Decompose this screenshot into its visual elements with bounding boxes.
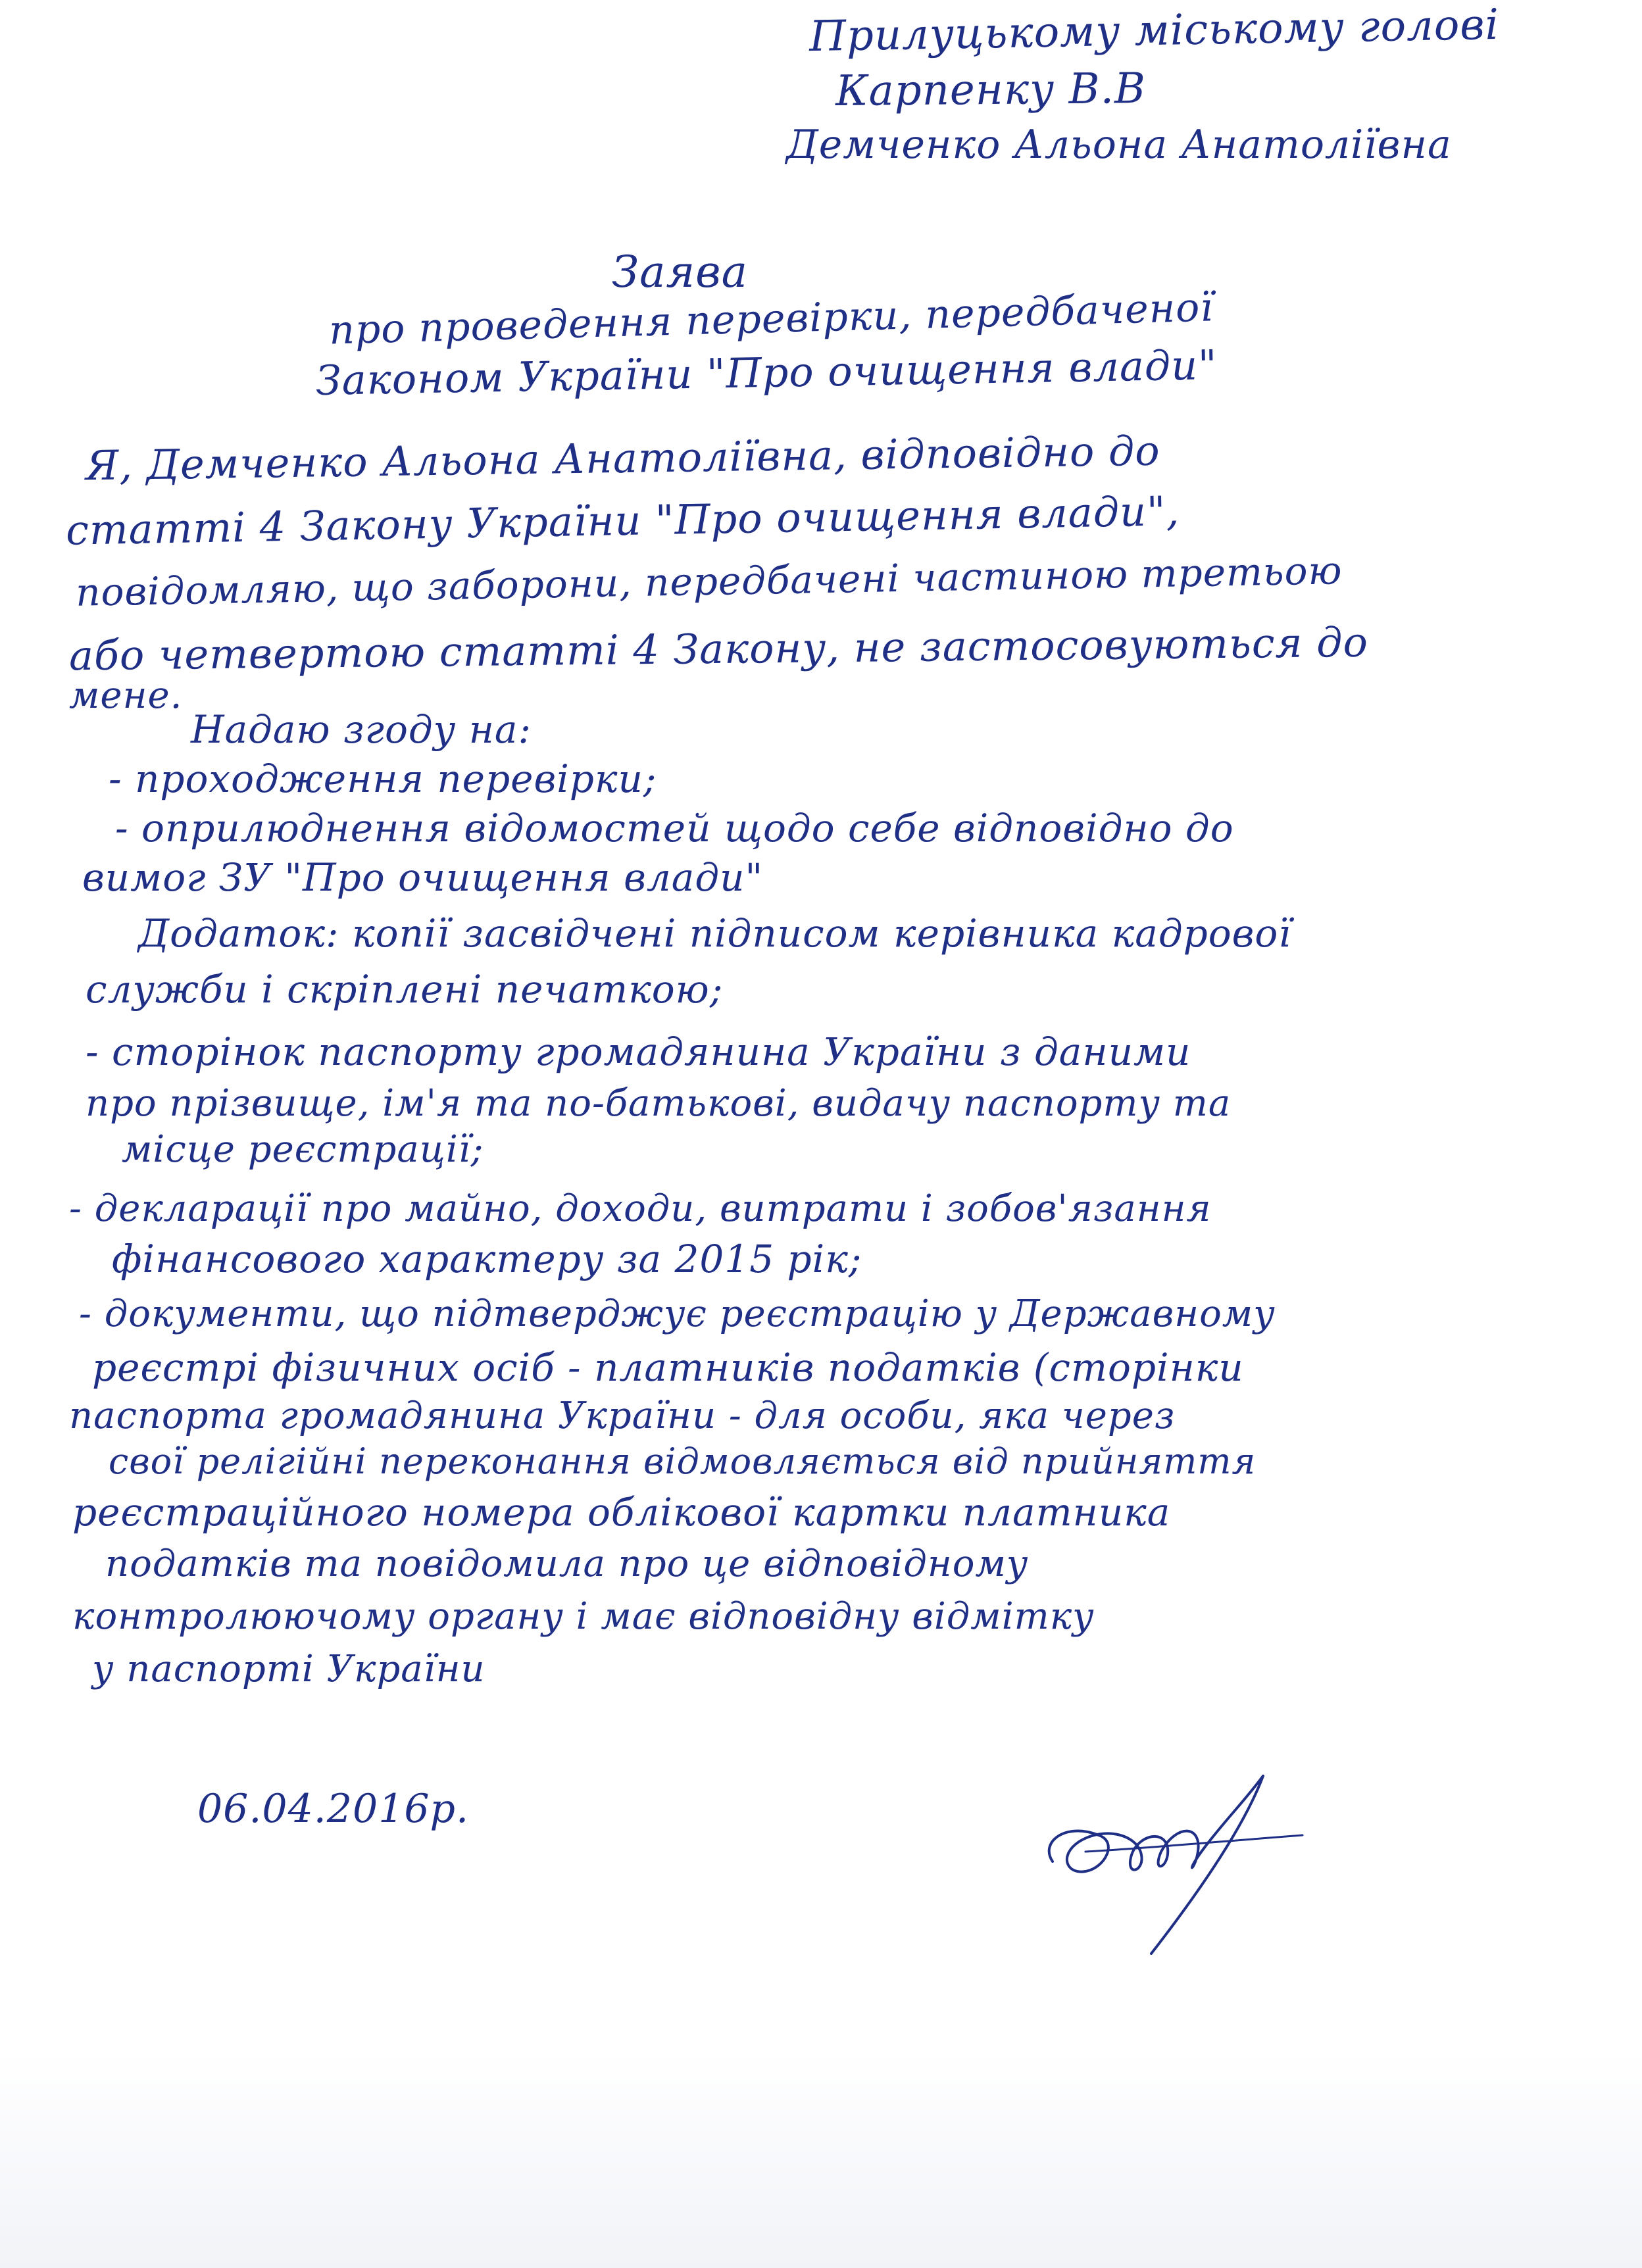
scan-shadow: [0, 2052, 1642, 2268]
title-line-1: про проведення перевірки, передбаченої: [328, 284, 1214, 354]
body-line-14: місце реєстрації;: [122, 1128, 484, 1171]
body-line-20: свої релігійні переконання відмовляється від прийняття: [109, 1441, 1256, 1482]
body-line-4: або четвертою статті 4 Закону, не застосовуються до: [68, 618, 1369, 680]
addressee-line-1: Прилуцькому міському голові: [809, 0, 1500, 62]
body-line-10: Додаток: копії засвідчені підписом керівника кадрової: [138, 911, 1291, 956]
body-line-23: контролюючому органу і має відповідну відмітку: [72, 1595, 1095, 1638]
body-line-7: - проходження перевірки;: [109, 756, 657, 801]
body-line-19: паспорта громадянина України - для особи, яка через: [69, 1394, 1176, 1437]
body-line-13: про прізвище, ім'я та по-батькові, видачу паспорту та: [86, 1082, 1232, 1125]
body-line-17: - документи, що підтверджує реєстрацію у Державному: [79, 1293, 1276, 1335]
addressee-line-2: Карпенку В.В: [835, 64, 1147, 116]
body-line-11: служби і скріплені печаткою;: [86, 967, 724, 1012]
body-line-22: податків та повідомила про це відповідному: [105, 1542, 1029, 1585]
body-line-9: вимог ЗУ "Про очищення влади": [82, 855, 764, 900]
body-line-1: Я, Демченко Альона Анатоліївна, відповідно до: [85, 426, 1161, 490]
body-line-24: у паспорті України: [92, 1648, 485, 1690]
body-line-15: - декларації про майно, доходи, витрати і зобов'язання: [69, 1187, 1212, 1230]
body-line-12: - сторінок паспорту громадянина України з даними: [86, 1029, 1191, 1074]
body-line-18: реєстрі фізичних осіб - платників податків (сторінки: [92, 1345, 1244, 1390]
signature: [1026, 1763, 1329, 1973]
body-line-6: Надаю згоду на:: [191, 707, 532, 752]
body-line-21: реєстраційного номера облікової картки платника: [72, 1490, 1171, 1535]
body-line-3: повідомляю, що заборони, передбачені частиною третьою: [75, 548, 1343, 615]
document-date: 06.04.2016р.: [197, 1786, 470, 1832]
applicant-name: Демченко Альона Анатоліївна: [786, 122, 1452, 168]
body-line-5: мене.: [69, 674, 183, 717]
body-line-2: статті 4 Закону України "Про очищення влади",: [65, 487, 1180, 555]
body-line-16: фінансового характеру за 2015 рік;: [112, 1237, 862, 1281]
body-line-8: - оприлюднення відомостей щодо себе відповідно до: [115, 806, 1234, 851]
document-title: Заява: [612, 247, 748, 297]
title-line-2: Законом України "Про очищення влади": [315, 341, 1218, 405]
